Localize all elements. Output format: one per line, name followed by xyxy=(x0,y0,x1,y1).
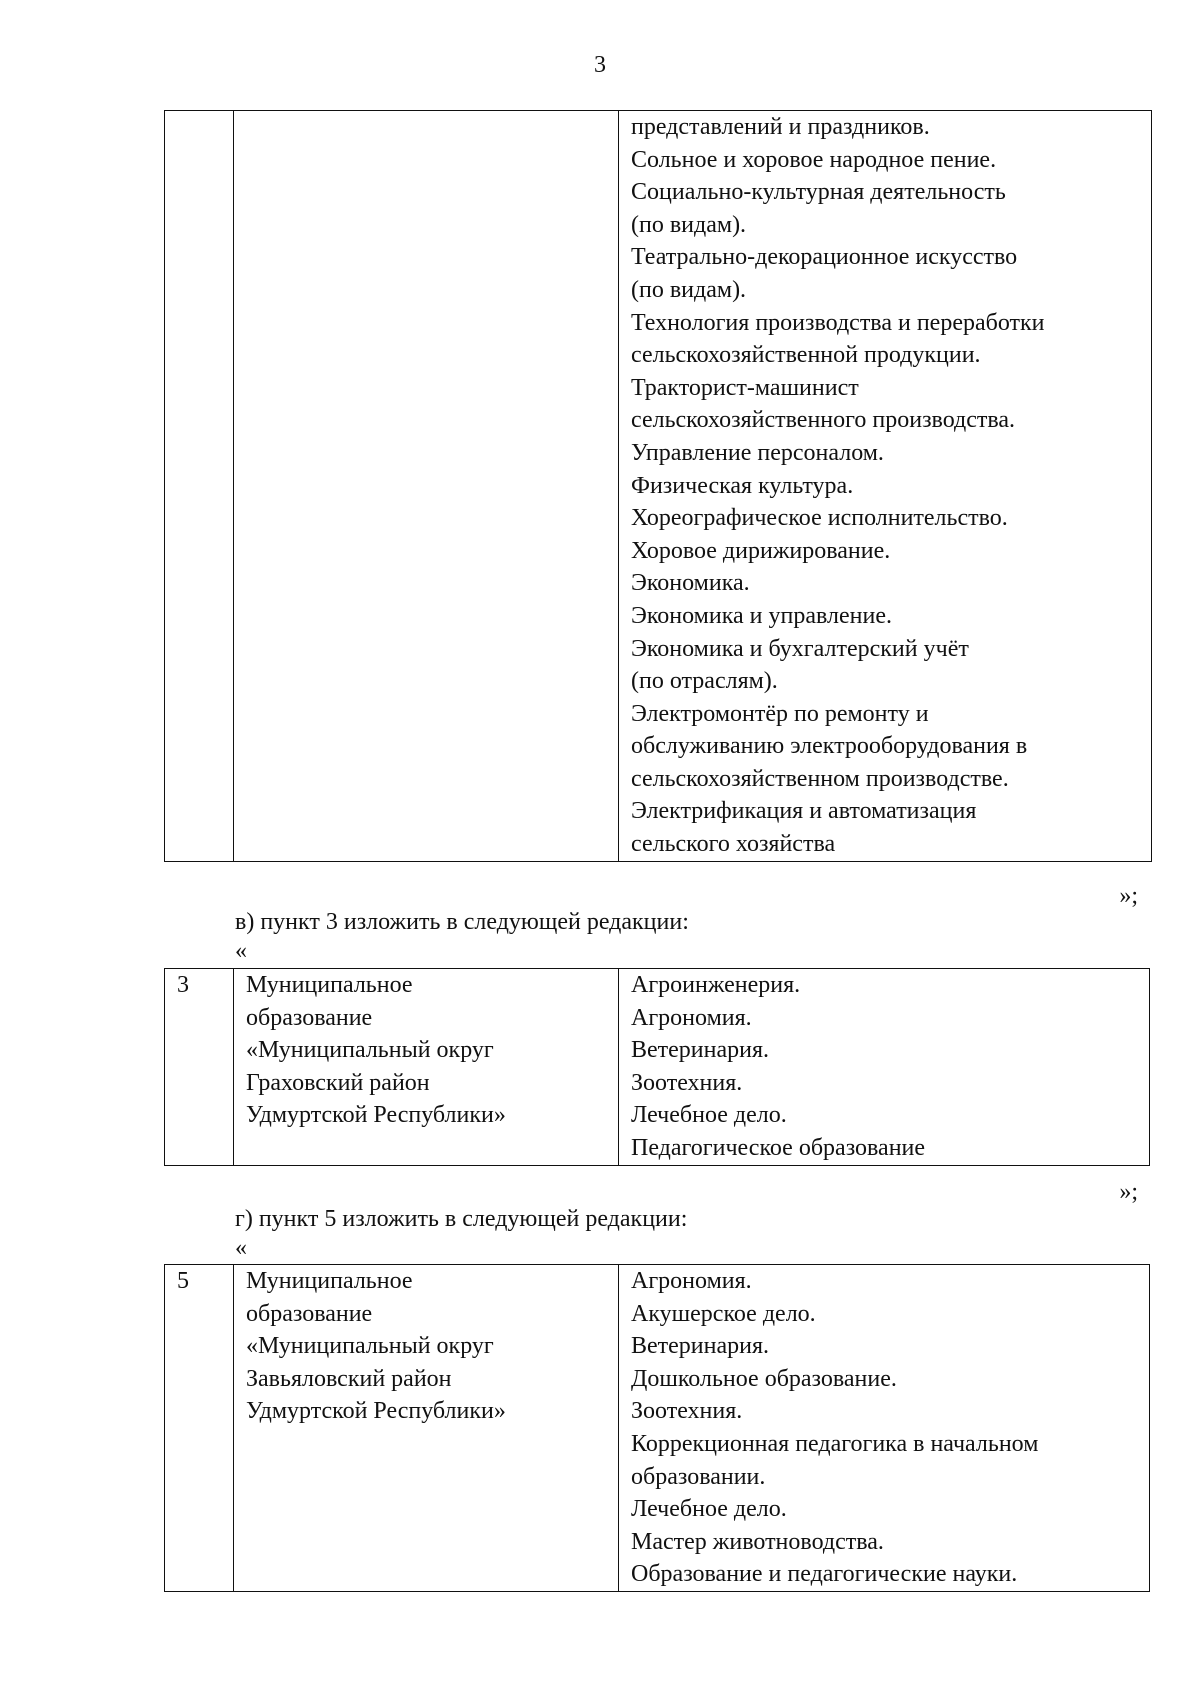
municipality-cell xyxy=(234,1265,619,1592)
cell-line: Электромонтёр по ремонту и xyxy=(631,700,929,727)
specialties-table-continued xyxy=(164,110,1152,862)
cell-line: Ветеринария. xyxy=(631,1333,770,1360)
closing-quote: »; xyxy=(1119,883,1138,909)
specialties-cell xyxy=(619,111,1152,862)
cell-line: Ветеринария. xyxy=(631,1037,770,1064)
opening-quote: « xyxy=(235,1235,247,1261)
cell-line: Дошкольное образование. xyxy=(631,1365,897,1392)
cell-line: (по видам). xyxy=(631,276,747,303)
cell-line: сельскохозяйственного производства. xyxy=(631,407,1016,434)
cell-line: Экономика и управление. xyxy=(631,602,892,629)
cell-line: Хореографическое исполнительство. xyxy=(631,505,1008,532)
cell-line: Лечебное дело. xyxy=(631,1496,787,1523)
cell-line: Экономика. xyxy=(631,570,750,597)
cell-line: Зоотехния. xyxy=(631,1069,743,1096)
cell-line: Агрономия. xyxy=(631,1004,752,1031)
cell-line: Удмуртской Республики» xyxy=(246,1102,506,1129)
cell-line: Хоровое дирижирование. xyxy=(631,537,891,564)
cell-line: образование xyxy=(246,1004,373,1031)
municipality-cell xyxy=(234,969,619,1166)
municipality-cell xyxy=(234,111,619,862)
cell-line: «Муниципальный округ xyxy=(246,1037,494,1064)
cell-line: Управление персоналом. xyxy=(631,439,884,466)
row-number-cell: 3 xyxy=(165,969,234,1166)
cell-line: Педагогическое образование xyxy=(631,1134,926,1161)
cell-line: сельского хозяйства xyxy=(631,831,836,858)
cell-line: (по отраслям). xyxy=(631,668,778,695)
cell-line: Экономика и бухгалтерский учёт xyxy=(631,635,969,662)
cell-line: Акушерское дело. xyxy=(631,1300,816,1327)
cell-line: Агрономия. xyxy=(631,1268,752,1294)
specialties-cell xyxy=(619,969,1150,1166)
paragraph-g: г) пункт 5 изложить в следующей редакции: xyxy=(235,1206,688,1232)
cell-line: Лечебное дело. xyxy=(631,1102,787,1129)
cell-line: обслуживанию электрооборудования в xyxy=(631,733,1028,760)
cell-line: Электрификация и автоматизация xyxy=(631,798,977,825)
cell-line: Муниципальное xyxy=(246,1268,413,1294)
cell-line: Коррекционная педагогика в начальном xyxy=(631,1430,1039,1457)
cell-line: Мастер животноводства. xyxy=(631,1528,884,1555)
cell-line: сельскохозяйственной продукции. xyxy=(631,342,981,369)
cell-line: образовании. xyxy=(631,1463,766,1490)
cell-line: Образование и педагогические науки. xyxy=(631,1561,1018,1588)
municipality-table-3 xyxy=(164,968,1150,1166)
cell-line: Удмуртской Республики» xyxy=(246,1398,506,1425)
cell-line: представлений и праздников. xyxy=(631,114,930,140)
cell-line: Граховский район xyxy=(246,1069,430,1096)
specialties-cell xyxy=(619,1265,1150,1592)
cell-line: «Муниципальный округ xyxy=(246,1333,494,1360)
cell-line: Технология производства и переработки xyxy=(631,309,1045,336)
row-number-cell xyxy=(165,111,234,862)
cell-line: Агроинженерия. xyxy=(631,972,801,998)
cell-line: Социально-культурная деятельность xyxy=(631,179,1006,206)
table-row xyxy=(165,969,1150,1166)
cell-line: Муниципальное xyxy=(246,972,413,998)
cell-line: Сольное и хоровое народное пение. xyxy=(631,146,997,173)
row-number-cell: 5 xyxy=(165,1265,234,1592)
cell-line: Физическая культура. xyxy=(631,472,854,499)
cell-line: образование xyxy=(246,1300,373,1327)
page-number: 3 xyxy=(594,52,606,78)
cell-line: Завьяловский район xyxy=(246,1365,452,1392)
table-row xyxy=(165,1265,1150,1592)
municipality-table-5 xyxy=(164,1264,1150,1592)
closing-quote: »; xyxy=(1119,1179,1138,1205)
opening-quote: « xyxy=(235,938,247,964)
table-row xyxy=(165,111,1152,862)
cell-line: сельскохозяйственном производстве. xyxy=(631,765,1009,792)
cell-line: Театрально-декорационное искусство xyxy=(631,244,1018,271)
paragraph-v: в) пункт 3 изложить в следующей редакции: xyxy=(235,909,689,935)
cell-line: (по видам). xyxy=(631,211,747,238)
cell-line: Зоотехния. xyxy=(631,1398,743,1425)
cell-line: Тракторист-машинист xyxy=(631,374,859,401)
